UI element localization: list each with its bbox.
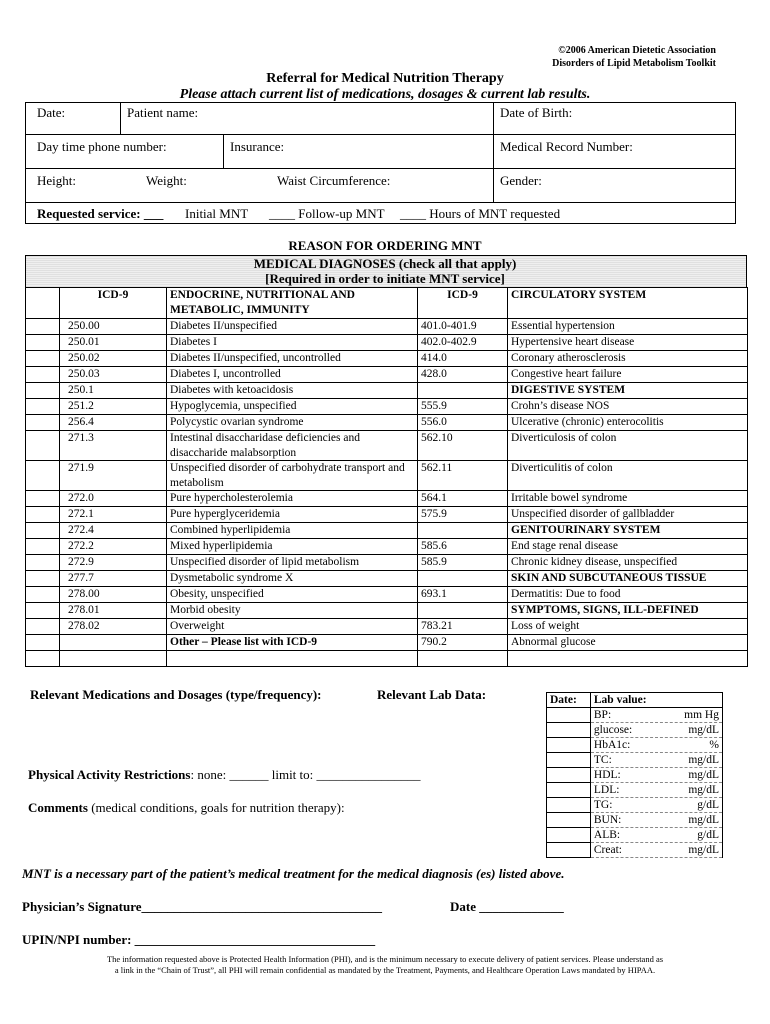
icd9-code-left: 277.7	[60, 571, 167, 587]
diagnosis-left: Diabetes II/unspecified, uncontrolled	[167, 351, 418, 367]
checkbox-cell[interactable]	[26, 555, 60, 571]
diagnosis-right	[508, 651, 748, 667]
diagnoses-heading: MEDICAL DIAGNOSES (check all that apply)	[253, 256, 517, 271]
table-row	[26, 635, 748, 651]
lab-date-header: Date:	[547, 693, 591, 708]
initial-mnt-option[interactable]: Initial MNT	[185, 206, 249, 221]
diagnosis-left: Diabetes with ketoacidosis	[167, 383, 418, 399]
icd9-code-right: 402.0-402.9	[418, 335, 508, 351]
lab-values-table	[546, 692, 723, 858]
lab-value-cell[interactable]	[590, 768, 722, 783]
checkbox-cell[interactable]	[26, 491, 60, 507]
table-row	[26, 587, 748, 603]
icd9-code-right: 693.1	[418, 587, 508, 603]
diagnosis-left: Polycystic ovarian syndrome	[167, 415, 418, 431]
icd9-code-left: 272.4	[60, 523, 167, 539]
diagnosis-left: Pure hyperglyceridemia	[167, 507, 418, 523]
lab-value-cell[interactable]	[590, 813, 722, 828]
divider	[223, 134, 224, 168]
required-note: [Required in order to initiate MNT service]	[265, 271, 505, 286]
table-row	[26, 367, 748, 383]
checkbox-cell[interactable]	[26, 507, 60, 523]
checkbox-cell[interactable]	[26, 335, 60, 351]
icd9-code-right	[418, 571, 508, 587]
diagnosis-left: Overweight	[167, 619, 418, 635]
lab-unit: %	[709, 739, 719, 751]
icd9-code-right: 564.1	[418, 491, 508, 507]
lab-unit: mg/dL	[688, 814, 719, 826]
diagnosis-right: Unspecified disorder of gallbladder	[508, 507, 748, 523]
document-header	[456, 44, 716, 70]
diagnosis-left: Pure hypercholesterolemia	[167, 491, 418, 507]
lab-date-cell[interactable]	[547, 723, 591, 738]
diagnosis-right: GENITOURINARY SYSTEM	[508, 523, 748, 539]
signature-date-field[interactable]: Date _____________	[450, 899, 564, 914]
checkbox-cell[interactable]	[26, 431, 60, 461]
diagnosis-right: Essential hypertension	[508, 319, 748, 335]
table-row	[26, 399, 748, 415]
icd9-code-right: 562.10	[418, 431, 508, 461]
weight-field[interactable]: Weight:	[146, 173, 187, 188]
icd9-code-right: 428.0	[418, 367, 508, 383]
lab-unit: mg/dL	[688, 724, 719, 736]
lab-value-header: Lab value:	[590, 693, 722, 708]
diagnosis-right: Loss of weight	[508, 619, 748, 635]
table-row	[26, 351, 748, 367]
diagnosis-left: Diabetes II/unspecified	[167, 319, 418, 335]
diagnosis-right: End stage renal disease	[508, 539, 748, 555]
lab-unit: g/dL	[697, 829, 719, 841]
checkbox-cell[interactable]	[26, 571, 60, 587]
hours-mnt-option[interactable]: ____ Hours of MNT requested	[400, 206, 561, 221]
icd9-code-left: 272.0	[60, 491, 167, 507]
lab-name: Creat:	[593, 844, 622, 856]
height-field[interactable]: Height:	[37, 173, 76, 188]
diagnosis-right: Dermatitis: Due to food	[508, 587, 748, 603]
lab-row	[547, 783, 723, 798]
icd9-code-left: 272.1	[60, 507, 167, 523]
divider	[120, 102, 121, 134]
table-row	[26, 431, 748, 461]
physician-signature-field[interactable]: Physician’s Signature_____________________________________	[22, 899, 383, 914]
lab-value-cell[interactable]	[590, 783, 722, 798]
activity-label: Physical Activity Restrictions	[28, 767, 191, 782]
phone-field[interactable]: Day time phone number:	[37, 139, 167, 154]
medications-label[interactable]: Relevant Medications and Dosages (type/frequency):	[30, 687, 322, 702]
divider	[25, 168, 736, 169]
icd9-code-left: 278.01	[60, 603, 167, 619]
table-row	[26, 491, 748, 507]
lab-name: TC:	[593, 754, 612, 766]
table-row	[26, 603, 748, 619]
lab-unit: mg/dL	[688, 784, 719, 796]
lab-name: LDL:	[593, 784, 620, 796]
lab-row	[547, 738, 723, 753]
checkbox-cell[interactable]	[26, 651, 60, 667]
comments-hint: (medical conditions, goals for nutrition therapy):	[87, 800, 345, 815]
lab-row	[547, 708, 723, 723]
lab-value-cell[interactable]	[590, 798, 722, 813]
diagnosis-left: Other – Please list with ICD-9	[167, 635, 418, 651]
dob-field[interactable]: Date of Birth:	[500, 105, 573, 120]
lab-unit: g/dL	[697, 799, 719, 811]
lab-name: HDL:	[593, 769, 621, 781]
footer-line-1: The information requested above is Protected Health Information (PHI), and is the minimum necessary to execute delivery of patient services. Please understand as	[106, 954, 664, 964]
icd9-header-left: ICD-9	[60, 288, 167, 319]
diagnosis-right: Diverticulosis of colon	[508, 431, 748, 461]
checkbox-header-cell	[26, 288, 60, 319]
icd9-code-right: 556.0	[418, 415, 508, 431]
diagnosis-right: Chronic kidney disease, unspecified	[508, 555, 748, 571]
lab-date-cell[interactable]	[547, 828, 591, 843]
lab-row	[547, 828, 723, 843]
icd9-code-left: 250.00	[60, 319, 167, 335]
table-row	[26, 319, 748, 335]
mrn-field[interactable]: Medical Record Number:	[500, 139, 633, 154]
patient-name-field[interactable]: Patient name:	[127, 105, 199, 120]
table-row	[26, 335, 748, 351]
lab-name: TG:	[593, 799, 613, 811]
gender-field[interactable]: Gender:	[500, 173, 542, 188]
diagnosis-right: Diverticulitis of colon	[508, 461, 748, 491]
lab-row	[547, 813, 723, 828]
comments-field[interactable]	[28, 800, 345, 816]
date-field[interactable]: Date:	[37, 105, 66, 120]
lab-row	[547, 723, 723, 738]
diagnosis-right: Coronary atherosclerosis	[508, 351, 748, 367]
checkbox-cell[interactable]	[26, 351, 60, 367]
lab-name: BP:	[593, 709, 612, 721]
icd9-code-left: 278.00	[60, 587, 167, 603]
diagnosis-left: Intestinal disaccharidase deficiencies and disaccharide malabsorption	[167, 431, 418, 461]
checkbox-cell[interactable]	[26, 587, 60, 603]
checkbox-cell[interactable]	[26, 603, 60, 619]
lab-row	[547, 753, 723, 768]
icd9-code-right: 414.0	[418, 351, 508, 367]
diagnosis-right: Ulcerative (chronic) enterocolitis	[508, 415, 748, 431]
lab-date-cell[interactable]	[547, 708, 591, 723]
table-row	[26, 461, 748, 491]
divider	[25, 202, 736, 203]
icd9-code-left: 250.03	[60, 367, 167, 383]
lab-date-cell[interactable]	[547, 843, 591, 858]
checkbox-cell[interactable]	[26, 539, 60, 555]
lab-name: glucose:	[593, 724, 633, 736]
icd9-code-right: 555.9	[418, 399, 508, 415]
icd9-code-left: 272.9	[60, 555, 167, 571]
lab-date-cell[interactable]	[547, 768, 591, 783]
diagnosis-right: Abnormal glucose	[508, 635, 748, 651]
lab-value-cell[interactable]	[590, 723, 722, 738]
lab-value-cell[interactable]	[590, 708, 722, 723]
lab-name: HbA1c:	[593, 739, 631, 751]
checkbox-cell[interactable]	[26, 461, 60, 491]
icd9-code-left: 250.02	[60, 351, 167, 367]
diagnosis-right: SYMPTOMS, SIGNS, ILL-DEFINED	[508, 603, 748, 619]
diagnosis-left: Mixed hyperlipidemia	[167, 539, 418, 555]
footer-line-2: a link in the “Chain of Trust”, all PHI will remain confidential as mandated by the Treatment, Payments, and Healthcare Operation Laws mandated by HIPAA.	[114, 965, 656, 975]
diagnosis-left: Dysmetabolic syndrome X	[167, 571, 418, 587]
icd9-code-right: 783.21	[418, 619, 508, 635]
lab-date-cell[interactable]	[547, 798, 591, 813]
icd9-code-right	[418, 603, 508, 619]
diagnosis-right: Hypertensive heart disease	[508, 335, 748, 351]
diagnosis-left: Unspecified disorder of carbohydrate transport and metabolism	[167, 461, 418, 491]
lab-value-cell[interactable]	[590, 843, 722, 858]
diagnosis-left	[167, 651, 418, 667]
diagnosis-left: Obesity, unspecified	[167, 587, 418, 603]
checkbox-cell[interactable]	[26, 415, 60, 431]
checkbox-cell[interactable]	[26, 523, 60, 539]
lab-value-cell[interactable]	[590, 753, 722, 768]
followup-mnt-option[interactable]: ____ Follow-up MNT	[269, 206, 385, 221]
activity-restrictions[interactable]	[28, 767, 421, 783]
icd9-header-right: ICD-9	[418, 288, 508, 319]
insurance-field[interactable]: Insurance:	[230, 139, 285, 154]
table-row	[26, 651, 748, 667]
table-row	[26, 555, 748, 571]
form-subtitle: Please attach current list of medications, dosages & current lab results.	[179, 87, 591, 102]
checkbox-cell[interactable]	[26, 367, 60, 383]
icd9-code-left	[60, 651, 167, 667]
diagnosis-right: Congestive heart failure	[508, 367, 748, 383]
icd9-code-right: 790.2	[418, 635, 508, 651]
icd9-code-right	[418, 651, 508, 667]
icd9-code-left: 271.3	[60, 431, 167, 461]
comments-label: Comments	[28, 800, 88, 815]
table-row	[26, 415, 748, 431]
checkbox-cell[interactable]	[26, 619, 60, 635]
divider	[493, 102, 494, 202]
lab-date-cell[interactable]	[547, 813, 591, 828]
icd9-code-right: 562.11	[418, 461, 508, 491]
lab-unit: mg/dL	[688, 754, 719, 766]
icd9-code-left	[60, 635, 167, 651]
icd9-code-left: 256.4	[60, 415, 167, 431]
table-row	[26, 571, 748, 587]
lab-date-cell[interactable]	[547, 783, 591, 798]
icd9-code-left: 250.01	[60, 335, 167, 351]
checkbox-cell[interactable]	[26, 635, 60, 651]
reason-heading: REASON FOR ORDERING MNT	[288, 238, 482, 253]
icd9-code-right	[418, 523, 508, 539]
icd9-code-left: 250.1	[60, 383, 167, 399]
diagnosis-right: Irritable bowel syndrome	[508, 491, 748, 507]
diagnosis-right: DIGESTIVE SYSTEM	[508, 383, 748, 399]
lab-unit: mg/dL	[688, 769, 719, 781]
lab-value-cell[interactable]	[590, 828, 722, 843]
lab-row	[547, 843, 723, 858]
lab-data-label: Relevant Lab Data:	[377, 687, 487, 702]
checkbox-cell[interactable]	[26, 399, 60, 415]
upin-npi-field[interactable]: UPIN/NPI number: _____________________________________	[22, 932, 376, 947]
icd9-code-right: 575.9	[418, 507, 508, 523]
activity-fields[interactable]: : none: ______ limit to: ________________	[190, 767, 421, 782]
checkbox-cell[interactable]	[26, 383, 60, 399]
diagnosis-right: Crohn’s disease NOS	[508, 399, 748, 415]
diagnosis-left: Morbid obesity	[167, 603, 418, 619]
table-row	[26, 539, 748, 555]
diagnosis-left: Diabetes I	[167, 335, 418, 351]
table-row	[26, 507, 748, 523]
checkbox-cell[interactable]	[26, 319, 60, 335]
diagnosis-right: SKIN AND SUBCUTANEOUS TISSUE	[508, 571, 748, 587]
diagnosis-left: Diabetes I, uncontrolled	[167, 367, 418, 383]
lab-date-cell[interactable]	[547, 738, 591, 753]
lab-date-cell[interactable]	[547, 753, 591, 768]
icd9-code-right: 585.9	[418, 555, 508, 571]
waist-field[interactable]: Waist Circumference:	[277, 173, 391, 188]
copyright-text: ©2006 American Dietetic Association	[558, 45, 716, 56]
lab-unit: mm Hg	[684, 709, 719, 721]
diagnosis-left: Combined hyperlipidemia	[167, 523, 418, 539]
lab-row	[547, 798, 723, 813]
lab-name: BUN:	[593, 814, 622, 826]
toolkit-name: Disorders of Lipid Metabolism Toolkit	[552, 58, 716, 69]
diagnosis-left: Hypoglycemia, unspecified	[167, 399, 418, 415]
icd9-code-left: 271.9	[60, 461, 167, 491]
icd9-code-right: 585.6	[418, 539, 508, 555]
mnt-statement: MNT is a necessary part of the patient’s medical treatment for the medical diagnosis (es) listed above.	[22, 866, 565, 881]
lab-row	[547, 768, 723, 783]
icd9-code-left: 272.2	[60, 539, 167, 555]
icd9-code-left: 251.2	[60, 399, 167, 415]
icd9-code-right	[418, 383, 508, 399]
table-row	[26, 619, 748, 635]
icd9-code-right: 401.0-401.9	[418, 319, 508, 335]
diagnosis-left: Unspecified disorder of lipid metabolism	[167, 555, 418, 571]
endocrine-header: ENDOCRINE, NUTRITIONAL AND METABOLIC, IMMUNITY	[167, 288, 418, 319]
diagnoses-table	[25, 287, 748, 667]
form-title: Referral for Medical Nutrition Therapy	[266, 71, 504, 86]
lab-name: ALB:	[593, 829, 621, 841]
icd9-code-left: 278.02	[60, 619, 167, 635]
lab-value-cell[interactable]	[590, 738, 722, 753]
circulatory-header: CIRCULATORY SYSTEM	[508, 288, 748, 319]
requested-service-label[interactable]: Requested service: ___	[37, 206, 164, 221]
lab-unit: mg/dL	[688, 844, 719, 856]
divider	[25, 134, 736, 135]
table-row	[26, 523, 748, 539]
table-row	[26, 383, 748, 399]
